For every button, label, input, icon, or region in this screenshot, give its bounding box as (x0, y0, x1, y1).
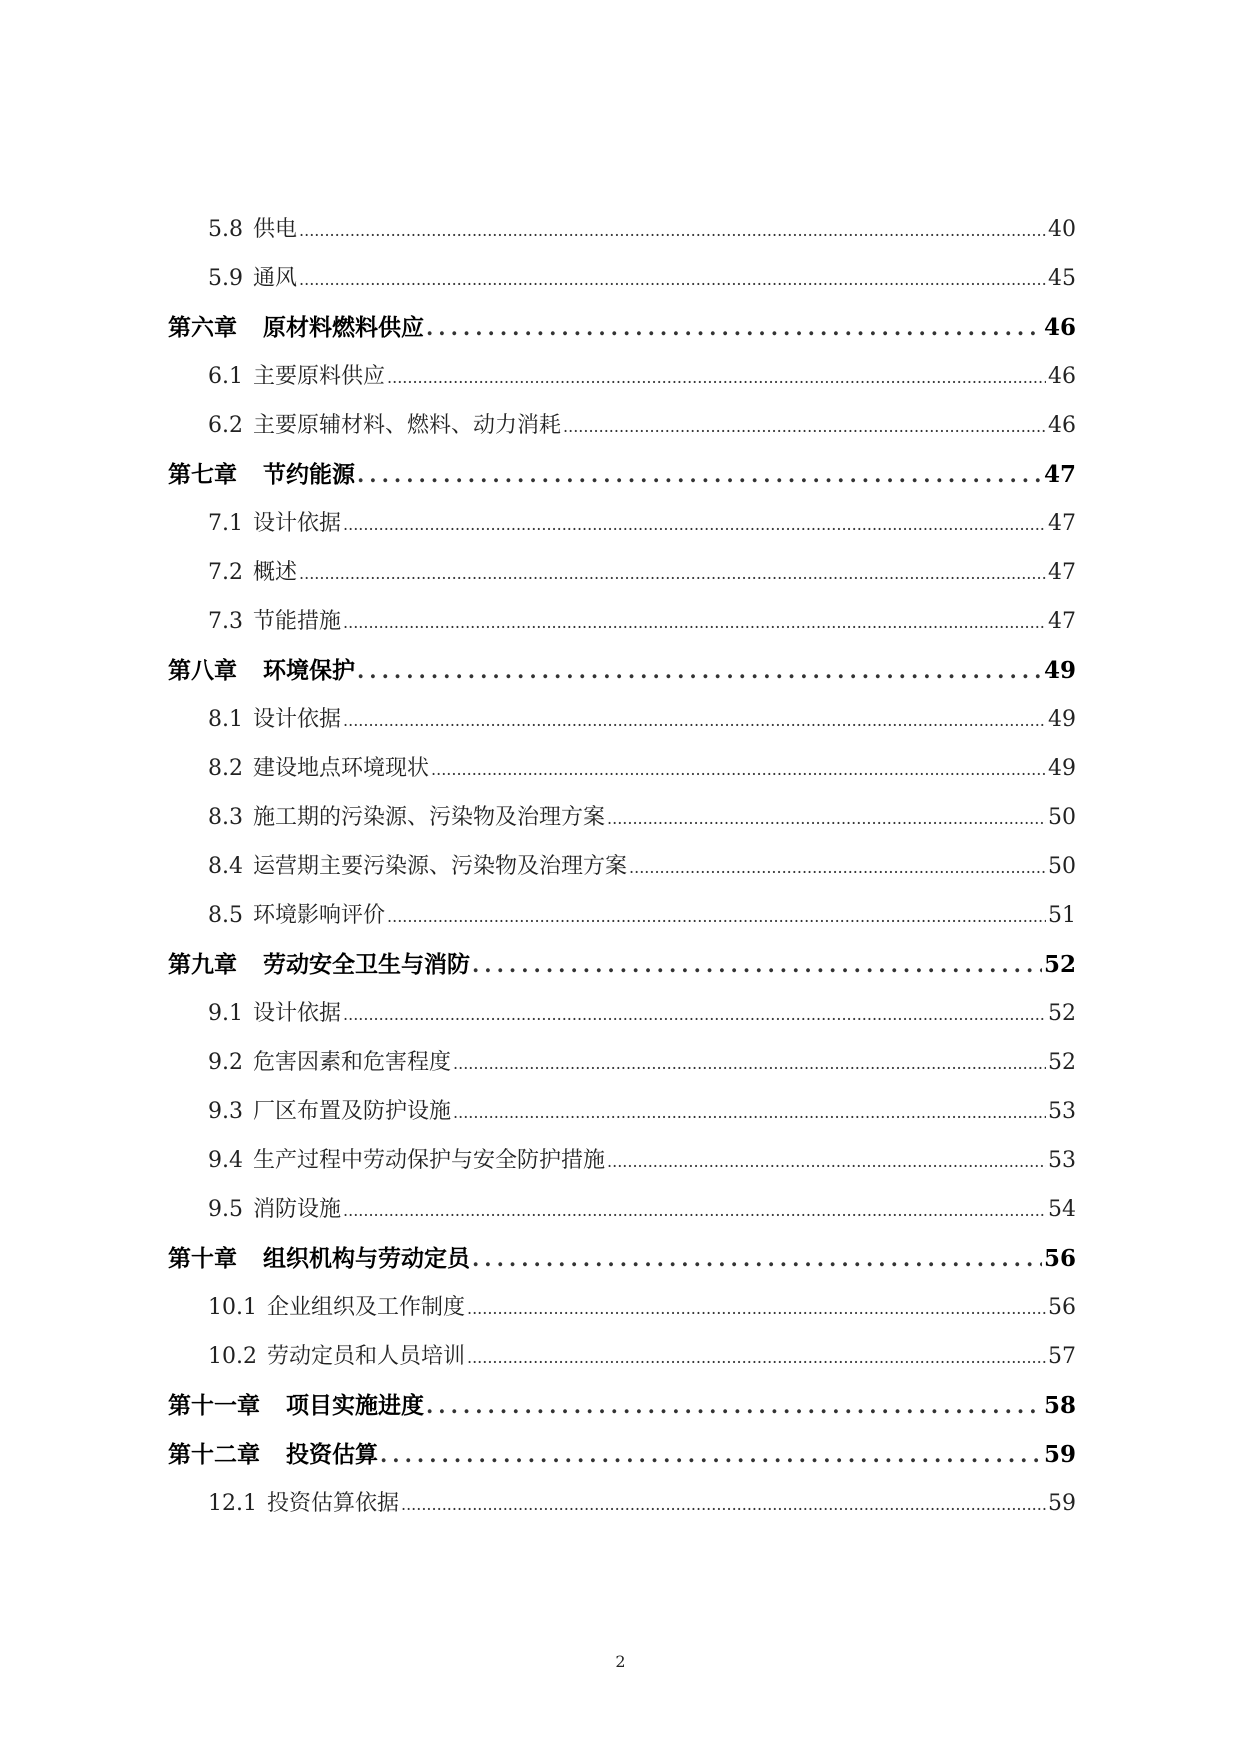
toc-page-number: 46 (1048, 413, 1076, 438)
toc-chapter-title (168, 1234, 470, 1283)
toc-page-number: 59 (1043, 1441, 1076, 1468)
toc-entry-title (208, 842, 627, 891)
dot-leader (387, 353, 1046, 402)
dot-leader (299, 255, 1046, 304)
toc-chapter-title (168, 303, 424, 352)
toc-entry-label: 消防设施 (253, 1197, 342, 1222)
dot-leader (607, 794, 1046, 843)
dot-leader (426, 303, 1042, 352)
toc-entry-8-5[interactable] (168, 891, 1076, 940)
toc-entry-title (208, 989, 341, 1038)
toc-chapter-label: 劳动安全卫生与消防 (263, 951, 470, 978)
toc-chapter-8[interactable] (168, 646, 1076, 695)
toc-chapter-10[interactable] (168, 1234, 1076, 1283)
toc-chapter-number: 第十二章 (168, 1441, 260, 1468)
toc-chapter-label: 组织机构与劳动定员 (263, 1245, 470, 1272)
toc-entry-title (208, 1283, 465, 1332)
toc-entry-6-1[interactable] (168, 352, 1076, 401)
toc-chapter-6[interactable] (168, 303, 1076, 352)
toc-page-number: 47 (1048, 560, 1076, 585)
toc-entry-label: 主要原料供应 (253, 364, 386, 389)
toc-entry-number: 6.1 (208, 364, 243, 389)
toc-entry-number: 6.2 (208, 413, 243, 438)
dot-leader (629, 843, 1046, 892)
toc-entry-number: 8.3 (208, 805, 243, 830)
toc-entry-label: 施工期的污染源、污染物及治理方案 (253, 805, 606, 830)
table-of-contents (168, 205, 1076, 1528)
toc-entry-8-4[interactable] (168, 842, 1076, 891)
toc-entry-title (208, 793, 605, 842)
toc-entry-title (208, 695, 341, 744)
dot-leader (343, 990, 1046, 1039)
toc-entry-label: 生产过程中劳动保护与安全防护措施 (253, 1148, 606, 1173)
toc-chapter-title (168, 1381, 424, 1430)
toc-entry-title (208, 1185, 341, 1234)
toc-page-number: 49 (1048, 707, 1076, 732)
toc-page-number: 54 (1048, 1197, 1076, 1222)
dot-leader (343, 500, 1046, 549)
toc-entry-title (208, 205, 297, 254)
toc-page-number: 57 (1048, 1344, 1076, 1369)
toc-entry-label: 主要原辅材料、燃料、动力消耗 (253, 413, 562, 438)
toc-entry-title (208, 401, 561, 450)
toc-entry-number: 10.1 (208, 1295, 257, 1320)
toc-entry-label: 运营期主要污染源、污染物及治理方案 (253, 854, 628, 879)
toc-chapter-title (168, 646, 355, 695)
toc-page-number: 49 (1048, 756, 1076, 781)
toc-entry-7-2[interactable] (168, 548, 1076, 597)
toc-entry-title (208, 1136, 605, 1185)
toc-entry-number: 7.3 (208, 609, 243, 634)
toc-entry-title (208, 352, 385, 401)
toc-entry-label: 节能措施 (253, 609, 342, 634)
toc-chapter-number: 第七章 (168, 461, 237, 488)
toc-entry-8-1[interactable] (168, 695, 1076, 744)
toc-page-number: 59 (1048, 1491, 1076, 1516)
toc-chapter-title (168, 1430, 378, 1479)
toc-entry-label: 厂区布置及防护设施 (253, 1099, 452, 1124)
toc-page-number: 52 (1048, 1001, 1076, 1026)
toc-entry-label: 供电 (253, 217, 298, 242)
toc-page-number: 50 (1048, 805, 1076, 830)
toc-page-number: 46 (1043, 314, 1076, 341)
toc-entry-number: 7.1 (208, 511, 243, 536)
toc-chapter-7[interactable] (168, 450, 1076, 499)
dot-leader (357, 450, 1042, 499)
toc-page-number: 58 (1043, 1392, 1076, 1419)
toc-entry-8-2[interactable] (168, 744, 1076, 793)
toc-entry-title (208, 1038, 451, 1087)
toc-chapter-label: 节约能源 (263, 461, 355, 488)
toc-chapter-number: 第六章 (168, 314, 237, 341)
toc-chapter-11[interactable] (168, 1381, 1076, 1430)
toc-chapter-number: 第八章 (168, 657, 237, 684)
dot-leader (426, 1381, 1042, 1430)
toc-page-number: 56 (1048, 1295, 1076, 1320)
toc-entry-label: 企业组织及工作制度 (266, 1295, 465, 1320)
toc-entry-label: 设计依据 (253, 707, 342, 732)
toc-entry-title (208, 744, 429, 793)
toc-chapter-label: 环境保护 (263, 657, 355, 684)
toc-entry-label: 环境影响评价 (253, 903, 386, 928)
toc-entry-number: 8.2 (208, 756, 243, 781)
dot-leader (299, 206, 1046, 255)
toc-entry-title (208, 1087, 451, 1136)
toc-chapter-label: 投资估算 (286, 1441, 378, 1468)
toc-chapter-title (168, 450, 355, 499)
toc-entry-number: 8.5 (208, 903, 243, 928)
toc-entry-label: 设计依据 (253, 511, 342, 536)
toc-page-number: 49 (1043, 657, 1076, 684)
toc-page-number: 53 (1048, 1099, 1076, 1124)
toc-entry-number: 9.2 (208, 1050, 243, 1075)
toc-entry-title (208, 1479, 399, 1528)
toc-chapter-9[interactable] (168, 940, 1076, 989)
toc-page-number: 47 (1043, 461, 1076, 488)
toc-entry-9-5[interactable] (168, 1185, 1076, 1234)
toc-entry-number: 5.8 (208, 217, 243, 242)
toc-chapter-number: 第十章 (168, 1245, 237, 1272)
toc-entry-number: 9.5 (208, 1197, 243, 1222)
toc-entry-9-4[interactable] (168, 1136, 1076, 1185)
dot-leader (607, 1137, 1046, 1186)
dot-leader (453, 1039, 1046, 1088)
toc-entry-number: 5.9 (208, 266, 243, 291)
toc-entry-label: 通风 (253, 266, 298, 291)
dot-leader (453, 1088, 1046, 1137)
toc-entry-title (208, 499, 341, 548)
toc-entry-number: 8.4 (208, 854, 243, 879)
toc-page-number: 47 (1048, 511, 1076, 536)
toc-entry-number: 9.1 (208, 1001, 243, 1026)
dot-leader (563, 402, 1046, 451)
dot-leader (431, 745, 1046, 794)
toc-entry-9-3[interactable] (168, 1087, 1076, 1136)
toc-entry-title (208, 548, 297, 597)
toc-entry-9-2[interactable] (168, 1038, 1076, 1087)
page-number-footer: 2 (615, 1652, 626, 1671)
toc-entry-9-1[interactable] (168, 989, 1076, 1038)
toc-entry-12-1[interactable] (168, 1479, 1076, 1528)
toc-page-number: 50 (1048, 854, 1076, 879)
toc-chapter-12[interactable] (168, 1430, 1076, 1479)
toc-entry-7-3[interactable] (168, 597, 1076, 646)
toc-entry-title (208, 597, 341, 646)
dot-leader (467, 1284, 1046, 1333)
toc-page-number: 53 (1048, 1148, 1076, 1173)
dot-leader (343, 1186, 1046, 1235)
toc-page-number: 45 (1048, 266, 1076, 291)
toc-entry-7-1[interactable] (168, 499, 1076, 548)
dot-leader (472, 940, 1042, 989)
toc-entry-number: 9.3 (208, 1099, 243, 1124)
toc-entry-label: 概述 (253, 560, 298, 585)
dot-leader (467, 1333, 1046, 1382)
toc-entry-title (208, 891, 385, 940)
toc-entry-number: 12.1 (208, 1491, 257, 1516)
toc-entry-label: 设计依据 (253, 1001, 342, 1026)
toc-chapter-label: 原材料燃料供应 (263, 314, 424, 341)
toc-entry-6-2[interactable] (168, 401, 1076, 450)
toc-entry-5-9[interactable] (168, 254, 1076, 303)
toc-page-number: 52 (1043, 951, 1076, 978)
toc-chapter-number: 第十一章 (168, 1392, 260, 1419)
dot-leader (387, 892, 1046, 941)
toc-entry-10-1[interactable] (168, 1283, 1076, 1332)
dot-leader (380, 1430, 1042, 1479)
toc-entry-title (208, 1332, 465, 1381)
toc-page-number: 47 (1048, 609, 1076, 634)
toc-entry-10-2[interactable] (168, 1332, 1076, 1381)
toc-entry-8-3[interactable] (168, 793, 1076, 842)
dot-leader (472, 1234, 1042, 1283)
toc-entry-number: 8.1 (208, 707, 243, 732)
dot-leader (343, 696, 1046, 745)
toc-entry-number: 10.2 (208, 1344, 257, 1369)
dot-leader (357, 646, 1042, 695)
toc-entry-title (208, 254, 297, 303)
toc-entry-number: 7.2 (208, 560, 243, 585)
toc-chapter-number: 第九章 (168, 951, 237, 978)
toc-page-number: 46 (1048, 364, 1076, 389)
toc-entry-label: 投资估算依据 (266, 1491, 399, 1516)
toc-entry-label: 危害因素和危害程度 (253, 1050, 452, 1075)
toc-entry-number: 9.4 (208, 1148, 243, 1173)
toc-chapter-title (168, 940, 470, 989)
toc-chapter-label: 项目实施进度 (286, 1392, 424, 1419)
toc-page-number: 52 (1048, 1050, 1076, 1075)
toc-page-number: 56 (1043, 1245, 1076, 1272)
toc-page-number: 40 (1048, 217, 1076, 242)
dot-leader (401, 1480, 1046, 1529)
toc-page-number: 51 (1048, 903, 1076, 928)
dot-leader (343, 598, 1046, 647)
toc-entry-label: 劳动定员和人员培训 (266, 1344, 465, 1369)
toc-entry-5-8[interactable] (168, 205, 1076, 254)
toc-entry-label: 建设地点环境现状 (253, 756, 430, 781)
dot-leader (299, 549, 1046, 598)
